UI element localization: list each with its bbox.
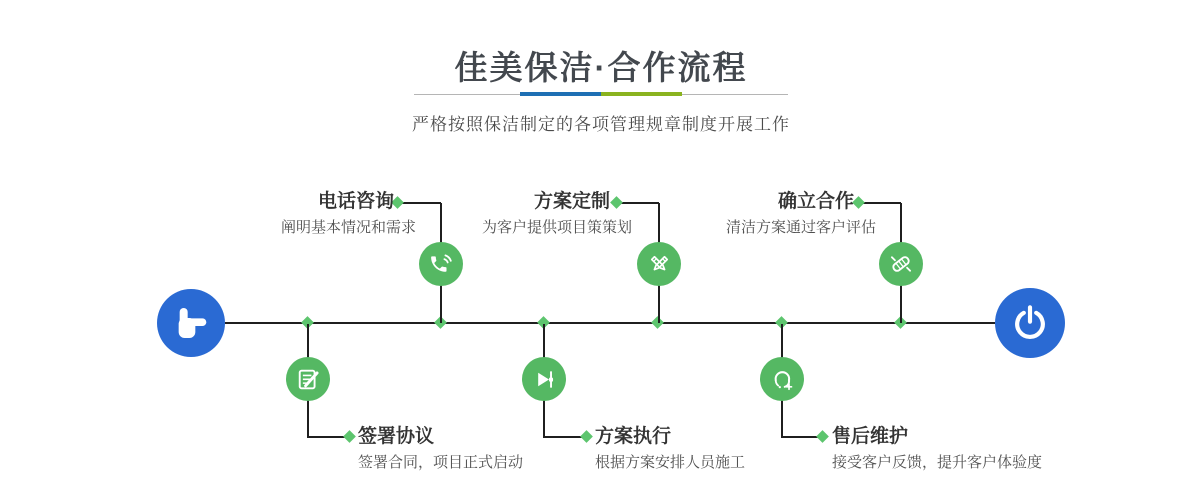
connector [658,203,660,243]
label-diamond [580,430,593,443]
step-icon-circle [637,242,681,286]
step-desc: 根据方案安排人员施工 [595,454,746,471]
step-icon-circle [522,357,566,401]
label-diamond [343,430,356,443]
step-confirm-cooperation [726,189,876,239]
connector [307,324,309,358]
step-desc: 阐明基本情况和需求 [280,219,416,236]
page-subtitle: 严格按照保洁制定的各项管理规章制度开展工作 [412,115,790,134]
divider-blue-segment [520,92,601,96]
connector [440,285,442,323]
step-desc: 为客户提供项目策策划 [481,219,632,236]
step-title: 方案定制 [533,191,610,212]
step-desc: 清洁方案通过客户评估 [725,219,876,236]
label-diamond [816,430,829,443]
connector [900,203,902,243]
connector [658,285,660,323]
step-icon-circle [760,357,804,401]
step-after-sale-service [832,424,1042,474]
step-icon-circle [286,357,330,401]
title-divider [414,92,788,96]
connector [543,324,545,358]
hand-pointing-right-icon [171,303,211,343]
connector [440,203,442,243]
step-title: 电话咨询 [317,191,394,212]
step-sign-agreement [358,424,523,474]
document-pen-icon [295,366,322,393]
connector [307,400,309,437]
step-title: 签署协议 [358,426,435,447]
handshake-icon [887,250,915,278]
crossed-pens-icon [646,251,673,278]
step-phone-consult [281,189,416,239]
timeline-end-node [995,288,1065,358]
divider-green-segment [601,92,682,96]
divider-gray-left [414,94,520,95]
connector [900,285,902,323]
page-title: 佳美保洁·合作流程 [454,49,748,86]
connector [781,324,783,358]
divider-gray-right [682,94,788,95]
timeline-start-node [157,289,225,357]
play-slider-icon [531,366,558,393]
step-title: 售后维护 [832,426,909,447]
connector [781,400,783,437]
step-plan-execute [595,424,745,474]
connector [543,400,545,437]
step-icon-circle [879,242,923,286]
headset-agent-icon [769,366,796,393]
power-icon [1010,303,1050,343]
timeline-main-line [225,322,995,324]
step-plan-customize [482,189,632,239]
step-desc: 接受客户反馈，提升客户体验度 [832,454,1043,471]
step-desc: 签署合同，项目正式启动 [358,454,524,471]
step-icon-circle [419,242,463,286]
phone-icon [428,251,455,278]
step-title: 确立合作 [777,191,854,212]
step-title: 方案执行 [595,426,672,447]
